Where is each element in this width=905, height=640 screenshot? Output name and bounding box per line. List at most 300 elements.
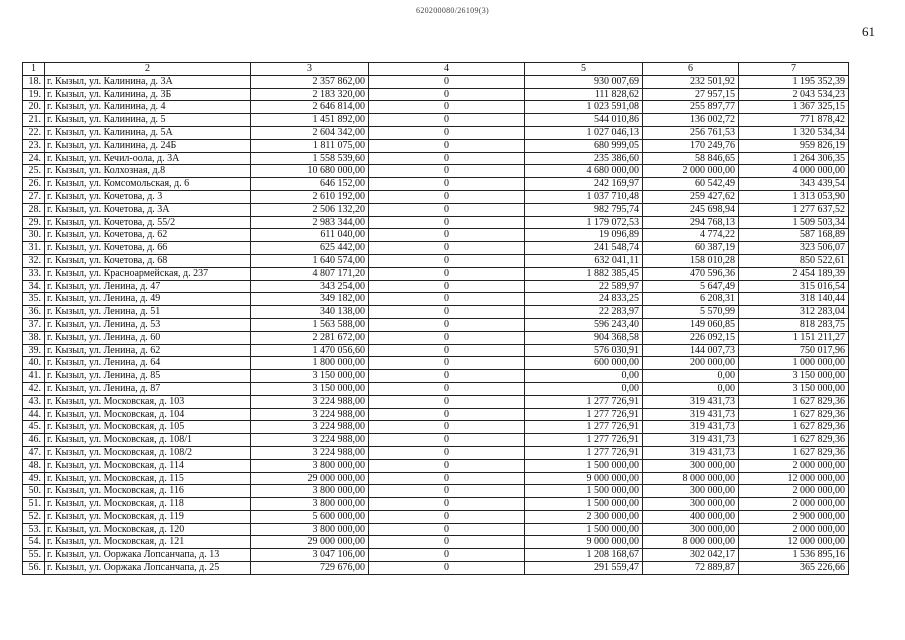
- address: г. Кызыл, ул. Колхозная, д.8: [45, 165, 251, 178]
- row-number: 39.: [23, 344, 45, 357]
- address: г. Кызыл, ул. Калинина, д. 3А: [45, 75, 251, 88]
- column-4-value: 0: [369, 101, 525, 114]
- column-6-value: 58 846,65: [643, 152, 739, 165]
- column-4-value: 0: [369, 152, 525, 165]
- column-7-value: 1 151 211,27: [739, 331, 849, 344]
- column-6-value: 144 007,73: [643, 344, 739, 357]
- row-number: 21.: [23, 114, 45, 127]
- address: г. Кызыл, ул. Ооржака Лопсанчапа, д. 13: [45, 549, 251, 562]
- address: г. Кызыл, ул. Московская, д. 121: [45, 536, 251, 549]
- address: г. Кызыл, ул. Калинина, д. 4: [45, 101, 251, 114]
- table-row: [23, 331, 849, 344]
- column-6-value: 300 000,00: [643, 523, 739, 536]
- total-amount: 1 563 588,00: [251, 318, 369, 331]
- row-number: 51.: [23, 498, 45, 511]
- row-number: 27.: [23, 190, 45, 203]
- column-7-value: 1 536 895,16: [739, 549, 849, 562]
- column-4-value: 0: [369, 536, 525, 549]
- column-header: 6: [643, 63, 739, 76]
- column-4-value: 0: [369, 344, 525, 357]
- table-row: [23, 344, 849, 357]
- row-number: 35.: [23, 293, 45, 306]
- column-7-value: 3 150 000,00: [739, 382, 849, 395]
- column-header: 2: [45, 63, 251, 76]
- column-6-value: 302 042,17: [643, 549, 739, 562]
- table-row: [23, 126, 849, 139]
- row-number: 22.: [23, 126, 45, 139]
- table-row: [23, 370, 849, 383]
- row-number: 56.: [23, 562, 45, 575]
- address: г. Кызыл, ул. Московская, д. 103: [45, 395, 251, 408]
- column-7-value: 1 627 829,36: [739, 421, 849, 434]
- column-5-value: 0,00: [525, 382, 643, 395]
- address: г. Кызыл, ул. Кочетова, д. 3А: [45, 203, 251, 216]
- total-amount: 2 983 344,00: [251, 216, 369, 229]
- total-amount: 2 357 862,00: [251, 75, 369, 88]
- row-number: 34.: [23, 280, 45, 293]
- column-7-value: 850 522,61: [739, 254, 849, 267]
- column-6-value: 319 431,73: [643, 446, 739, 459]
- address: г. Кызыл, ул. Ленина, д. 47: [45, 280, 251, 293]
- column-4-value: 0: [369, 434, 525, 447]
- address: г. Кызыл, ул. Московская, д. 108/2: [45, 446, 251, 459]
- column-5-value: 1 277 726,91: [525, 408, 643, 421]
- address: г. Кызыл, ул. Московская, д. 105: [45, 421, 251, 434]
- column-7-value: 2 000 000,00: [739, 498, 849, 511]
- address: г. Кызыл, ул. Ленина, д. 64: [45, 357, 251, 370]
- column-6-value: 319 431,73: [643, 408, 739, 421]
- page-number: 61: [862, 24, 875, 39]
- total-amount: 343 254,00: [251, 280, 369, 293]
- column-6-value: 136 002,72: [643, 114, 739, 127]
- column-header: 3: [251, 63, 369, 76]
- column-5-value: 1 500 000,00: [525, 485, 643, 498]
- column-6-value: 0,00: [643, 370, 739, 383]
- column-6-value: 245 698,94: [643, 203, 739, 216]
- column-5-value: 576 030,91: [525, 344, 643, 357]
- column-header: 5: [525, 63, 643, 76]
- column-4-value: 0: [369, 408, 525, 421]
- row-number: 19.: [23, 88, 45, 101]
- column-7-value: 1 627 829,36: [739, 446, 849, 459]
- column-4-value: 0: [369, 75, 525, 88]
- column-7-value: 1 627 829,36: [739, 395, 849, 408]
- table-row: [23, 549, 849, 562]
- address: г. Кызыл, ул. Кочетова, д. 55/2: [45, 216, 251, 229]
- row-number: 45.: [23, 421, 45, 434]
- table-row: [23, 485, 849, 498]
- row-number: 37.: [23, 318, 45, 331]
- column-5-value: 22 283,97: [525, 306, 643, 319]
- column-6-value: 400 000,00: [643, 510, 739, 523]
- column-7-value: 318 140,44: [739, 293, 849, 306]
- total-amount: 1 640 574,00: [251, 254, 369, 267]
- column-7-value: 2 000 000,00: [739, 523, 849, 536]
- column-7-value: 1 000 000,00: [739, 357, 849, 370]
- column-6-value: 256 761,53: [643, 126, 739, 139]
- total-amount: 3 800 000,00: [251, 523, 369, 536]
- table-header-row: [23, 63, 849, 76]
- column-7-value: 12 000 000,00: [739, 536, 849, 549]
- column-5-value: 1 277 726,91: [525, 434, 643, 447]
- table-row: [23, 229, 849, 242]
- address: г. Кызыл, ул. Калинина, д. 24Б: [45, 139, 251, 152]
- address: г. Кызыл, ул. Московская, д. 118: [45, 498, 251, 511]
- column-7-value: 959 826,19: [739, 139, 849, 152]
- address: г. Кызыл, ул. Калинина, д. 3Б: [45, 88, 251, 101]
- column-header: 7: [739, 63, 849, 76]
- column-5-value: 1 277 726,91: [525, 395, 643, 408]
- column-4-value: 0: [369, 178, 525, 191]
- column-7-value: 818 283,75: [739, 318, 849, 331]
- total-amount: 1 470 056,60: [251, 344, 369, 357]
- table-row: [23, 562, 849, 575]
- column-7-value: 1 627 829,36: [739, 434, 849, 447]
- column-4-value: 0: [369, 331, 525, 344]
- column-7-value: 1 367 325,15: [739, 101, 849, 114]
- column-5-value: 9 000 000,00: [525, 536, 643, 549]
- table-row: [23, 152, 849, 165]
- column-6-value: 232 501,92: [643, 75, 739, 88]
- column-4-value: 0: [369, 421, 525, 434]
- row-number: 50.: [23, 485, 45, 498]
- column-7-value: 3 150 000,00: [739, 370, 849, 383]
- address: г. Кызыл, ул. Ленина, д. 49: [45, 293, 251, 306]
- column-4-value: 0: [369, 190, 525, 203]
- column-7-value: 12 000 000,00: [739, 472, 849, 485]
- column-5-value: 2 300 000,00: [525, 510, 643, 523]
- column-5-value: 24 833,25: [525, 293, 643, 306]
- total-amount: 2 506 132,20: [251, 203, 369, 216]
- column-7-value: 2 000 000,00: [739, 459, 849, 472]
- total-amount: 1 811 075,00: [251, 139, 369, 152]
- column-6-value: 2 000 000,00: [643, 165, 739, 178]
- address: г. Кызыл, ул. Московская, д. 116: [45, 485, 251, 498]
- table-row: [23, 280, 849, 293]
- column-6-value: 170 249,76: [643, 139, 739, 152]
- address: г. Кызыл, ул. Кочетова, д. 3: [45, 190, 251, 203]
- column-6-value: 5 570,99: [643, 306, 739, 319]
- column-5-value: 111 828,62: [525, 88, 643, 101]
- total-amount: 5 600 000,00: [251, 510, 369, 523]
- column-6-value: 200 000,00: [643, 357, 739, 370]
- address: г. Кызыл, ул. Кочетова, д. 68: [45, 254, 251, 267]
- total-amount: 4 807 171,20: [251, 267, 369, 280]
- column-5-value: 1 882 385,45: [525, 267, 643, 280]
- column-5-value: 4 680 000,00: [525, 165, 643, 178]
- row-number: 52.: [23, 510, 45, 523]
- row-number: 32.: [23, 254, 45, 267]
- address: г. Кызыл, ул. Ленина, д. 62: [45, 344, 251, 357]
- column-5-value: 1 023 591,08: [525, 101, 643, 114]
- column-7-value: 312 283,04: [739, 306, 849, 319]
- address: г. Кызыл, ул. Ленина, д. 87: [45, 382, 251, 395]
- column-6-value: 8 000 000,00: [643, 472, 739, 485]
- column-5-value: 241 548,74: [525, 242, 643, 255]
- column-6-value: 319 431,73: [643, 421, 739, 434]
- row-number: 20.: [23, 101, 45, 114]
- address: г. Кызыл, ул. Калинина, д. 5: [45, 114, 251, 127]
- column-4-value: 0: [369, 229, 525, 242]
- total-amount: 340 138,00: [251, 306, 369, 319]
- row-number: 46.: [23, 434, 45, 447]
- column-7-value: 587 168,89: [739, 229, 849, 242]
- total-amount: 3 224 988,00: [251, 421, 369, 434]
- table-row: [23, 254, 849, 267]
- column-5-value: 235 386,60: [525, 152, 643, 165]
- table-row: [23, 139, 849, 152]
- column-5-value: 982 795,74: [525, 203, 643, 216]
- row-number: 49.: [23, 472, 45, 485]
- column-7-value: 771 878,42: [739, 114, 849, 127]
- column-5-value: 680 999,05: [525, 139, 643, 152]
- address: г. Кызыл, ул. Кечил-оола, д. 3А: [45, 152, 251, 165]
- row-number: 47.: [23, 446, 45, 459]
- column-6-value: 300 000,00: [643, 485, 739, 498]
- total-amount: 3 224 988,00: [251, 395, 369, 408]
- total-amount: 3 224 988,00: [251, 408, 369, 421]
- column-4-value: 0: [369, 88, 525, 101]
- column-5-value: 242 169,97: [525, 178, 643, 191]
- column-7-value: 1 320 534,34: [739, 126, 849, 139]
- row-number: 43.: [23, 395, 45, 408]
- column-5-value: 1 179 072,53: [525, 216, 643, 229]
- row-number: 55.: [23, 549, 45, 562]
- column-4-value: 0: [369, 446, 525, 459]
- column-6-value: 319 431,73: [643, 434, 739, 447]
- column-4-value: 0: [369, 485, 525, 498]
- column-4-value: 0: [369, 114, 525, 127]
- row-number: 31.: [23, 242, 45, 255]
- row-number: 24.: [23, 152, 45, 165]
- total-amount: 3 047 106,00: [251, 549, 369, 562]
- table-row: [23, 216, 849, 229]
- address: г. Кызыл, ул. Кочетова, д. 62: [45, 229, 251, 242]
- column-6-value: 300 000,00: [643, 459, 739, 472]
- table-row: [23, 242, 849, 255]
- address: г. Кызыл, ул. Комсомольская, д. 6: [45, 178, 251, 191]
- column-6-value: 226 092,15: [643, 331, 739, 344]
- table-row: [23, 293, 849, 306]
- row-number: 42.: [23, 382, 45, 395]
- column-4-value: 0: [369, 510, 525, 523]
- total-amount: 729 676,00: [251, 562, 369, 575]
- column-4-value: 0: [369, 280, 525, 293]
- row-number: 28.: [23, 203, 45, 216]
- column-4-value: 0: [369, 139, 525, 152]
- column-4-value: 0: [369, 459, 525, 472]
- column-5-value: 1 500 000,00: [525, 498, 643, 511]
- table-row: [23, 459, 849, 472]
- table-row: [23, 510, 849, 523]
- column-4-value: 0: [369, 523, 525, 536]
- column-4-value: 0: [369, 126, 525, 139]
- column-7-value: 365 226,66: [739, 562, 849, 575]
- column-5-value: 1 277 726,91: [525, 421, 643, 434]
- column-4-value: 0: [369, 293, 525, 306]
- column-4-value: 0: [369, 370, 525, 383]
- address: г. Кызыл, ул. Московская, д. 104: [45, 408, 251, 421]
- address: г. Кызыл, ул. Московская, д. 119: [45, 510, 251, 523]
- column-4-value: 0: [369, 357, 525, 370]
- total-amount: 646 152,00: [251, 178, 369, 191]
- row-number: 30.: [23, 229, 45, 242]
- table-row: [23, 318, 849, 331]
- column-6-value: 72 889,87: [643, 562, 739, 575]
- column-6-value: 294 768,13: [643, 216, 739, 229]
- table-row: [23, 114, 849, 127]
- column-6-value: 319 431,73: [643, 395, 739, 408]
- total-amount: 1 558 539,60: [251, 152, 369, 165]
- row-number: 26.: [23, 178, 45, 191]
- column-4-value: 0: [369, 216, 525, 229]
- total-amount: 1 800 000,00: [251, 357, 369, 370]
- column-5-value: 1 208 168,67: [525, 549, 643, 562]
- row-number: 18.: [23, 75, 45, 88]
- column-5-value: 1 027 046,13: [525, 126, 643, 139]
- address: г. Кызыл, ул. Московская, д. 120: [45, 523, 251, 536]
- column-4-value: 0: [369, 306, 525, 319]
- column-4-value: 0: [369, 203, 525, 216]
- total-amount: 3 800 000,00: [251, 459, 369, 472]
- column-5-value: 1 037 710,48: [525, 190, 643, 203]
- total-amount: 2 281 672,00: [251, 331, 369, 344]
- column-6-value: 470 596,36: [643, 267, 739, 280]
- column-5-value: 1 500 000,00: [525, 459, 643, 472]
- column-7-value: 2 000 000,00: [739, 485, 849, 498]
- total-amount: 29 000 000,00: [251, 536, 369, 549]
- table-row: [23, 434, 849, 447]
- column-5-value: 1 277 726,91: [525, 446, 643, 459]
- column-6-value: 60 542,49: [643, 178, 739, 191]
- row-number: 44.: [23, 408, 45, 421]
- table-row: [23, 472, 849, 485]
- column-5-value: 544 010,86: [525, 114, 643, 127]
- column-header: 1: [23, 63, 45, 76]
- column-7-value: 1 627 829,36: [739, 408, 849, 421]
- column-4-value: 0: [369, 242, 525, 255]
- table-row: [23, 382, 849, 395]
- row-number: 36.: [23, 306, 45, 319]
- total-amount: 625 442,00: [251, 242, 369, 255]
- total-amount: 1 451 892,00: [251, 114, 369, 127]
- row-number: 29.: [23, 216, 45, 229]
- table-row: [23, 421, 849, 434]
- table-row: [23, 306, 849, 319]
- column-4-value: 0: [369, 254, 525, 267]
- column-6-value: 60 387,19: [643, 242, 739, 255]
- row-number: 53.: [23, 523, 45, 536]
- total-amount: 611 040,00: [251, 229, 369, 242]
- row-number: 33.: [23, 267, 45, 280]
- table-row: [23, 203, 849, 216]
- column-7-value: 1 195 352,39: [739, 75, 849, 88]
- total-amount: 3 224 988,00: [251, 434, 369, 447]
- address: г. Кызыл, ул. Ленина, д. 51: [45, 306, 251, 319]
- row-number: 41.: [23, 370, 45, 383]
- table-row: [23, 101, 849, 114]
- column-6-value: 0,00: [643, 382, 739, 395]
- address: г. Кызыл, ул. Ленина, д. 85: [45, 370, 251, 383]
- table-row: [23, 178, 849, 191]
- column-6-value: 5 647,49: [643, 280, 739, 293]
- column-6-value: 259 427,62: [643, 190, 739, 203]
- column-4-value: 0: [369, 562, 525, 575]
- address: г. Кызыл, ул. Московская, д. 114: [45, 459, 251, 472]
- table-row: [23, 523, 849, 536]
- table-row: [23, 498, 849, 511]
- column-7-value: 343 439,54: [739, 178, 849, 191]
- column-7-value: 750 017,96: [739, 344, 849, 357]
- table-row: [23, 75, 849, 88]
- column-5-value: 0,00: [525, 370, 643, 383]
- column-6-value: 8 000 000,00: [643, 536, 739, 549]
- data-table: [22, 62, 849, 575]
- column-4-value: 0: [369, 165, 525, 178]
- column-4-value: 0: [369, 382, 525, 395]
- column-4-value: 0: [369, 318, 525, 331]
- column-7-value: 315 016,54: [739, 280, 849, 293]
- column-5-value: 600 000,00: [525, 357, 643, 370]
- column-5-value: 632 041,11: [525, 254, 643, 267]
- column-7-value: 4 000 000,00: [739, 165, 849, 178]
- table-row: [23, 267, 849, 280]
- address: г. Кызыл, ул. Ооржака Лопсанчапа, д. 25: [45, 562, 251, 575]
- address: г. Кызыл, ул. Ленина, д. 60: [45, 331, 251, 344]
- column-6-value: 158 010,28: [643, 254, 739, 267]
- column-5-value: 22 589,97: [525, 280, 643, 293]
- column-4-value: 0: [369, 549, 525, 562]
- total-amount: 10 680 000,00: [251, 165, 369, 178]
- column-4-value: 0: [369, 267, 525, 280]
- column-5-value: 9 000 000,00: [525, 472, 643, 485]
- table-row: [23, 165, 849, 178]
- column-5-value: 596 243,40: [525, 318, 643, 331]
- total-amount: 2 610 192,00: [251, 190, 369, 203]
- column-7-value: 1 509 503,34: [739, 216, 849, 229]
- table-row: [23, 357, 849, 370]
- table-row: [23, 88, 849, 101]
- column-4-value: 0: [369, 472, 525, 485]
- total-amount: 3 800 000,00: [251, 485, 369, 498]
- column-7-value: 1 277 637,52: [739, 203, 849, 216]
- column-7-value: 2 900 000,00: [739, 510, 849, 523]
- column-5-value: 19 096,89: [525, 229, 643, 242]
- column-5-value: 930 007,69: [525, 75, 643, 88]
- column-6-value: 300 000,00: [643, 498, 739, 511]
- total-amount: 3 150 000,00: [251, 382, 369, 395]
- row-number: 54.: [23, 536, 45, 549]
- total-amount: 29 000 000,00: [251, 472, 369, 485]
- column-7-value: 2 454 189,39: [739, 267, 849, 280]
- total-amount: 2 183 320,00: [251, 88, 369, 101]
- column-4-value: 0: [369, 395, 525, 408]
- table-row: [23, 408, 849, 421]
- total-amount: 3 224 988,00: [251, 446, 369, 459]
- address: г. Кызыл, ул. Московская, д. 115: [45, 472, 251, 485]
- column-5-value: 904 368,58: [525, 331, 643, 344]
- column-7-value: 2 043 534,23: [739, 88, 849, 101]
- column-5-value: 291 559,47: [525, 562, 643, 575]
- column-6-value: 27 957,15: [643, 88, 739, 101]
- address: г. Кызыл, ул. Кочетова, д. 66: [45, 242, 251, 255]
- column-6-value: 6 208,31: [643, 293, 739, 306]
- table-row: [23, 446, 849, 459]
- row-number: 23.: [23, 139, 45, 152]
- column-4-value: 0: [369, 498, 525, 511]
- total-amount: 2 646 814,00: [251, 101, 369, 114]
- table-row: [23, 536, 849, 549]
